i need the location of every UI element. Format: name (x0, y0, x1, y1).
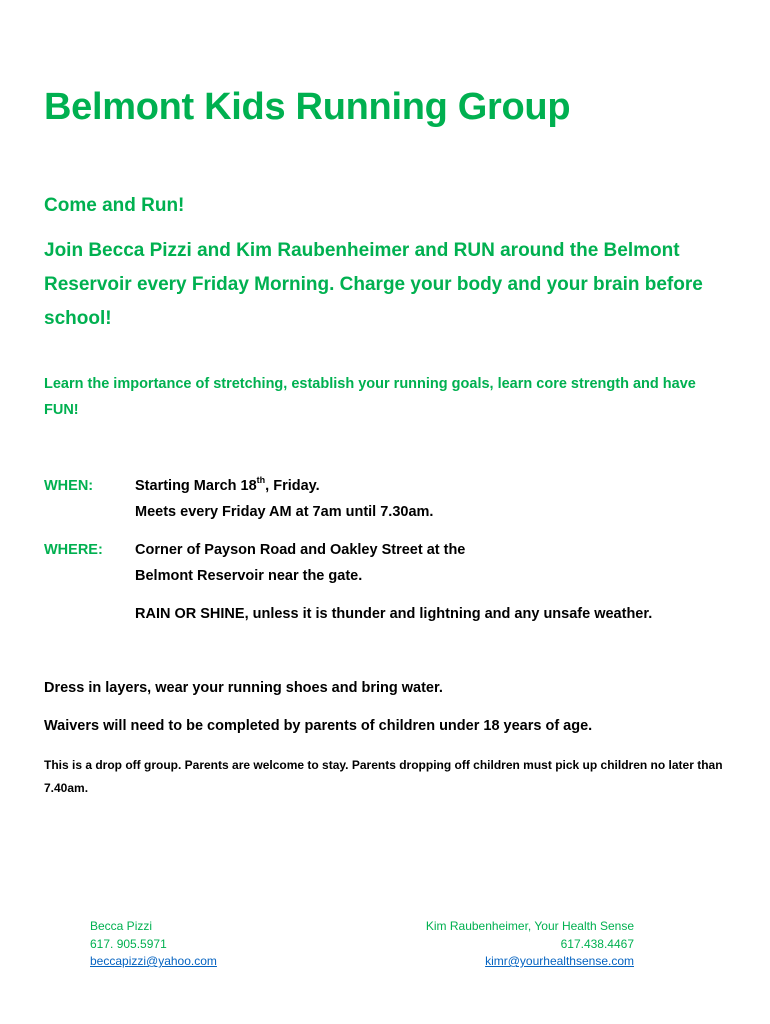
learn-paragraph: Learn the importance of stretching, establish your running goals, learn core strength and have FUN! (44, 376, 696, 418)
contact-phone: 617. 905.5971 (90, 936, 167, 951)
where-line-1: Corner of Payson Road and Oakley Street at the (135, 542, 466, 558)
dropoff-note: This is a drop off group. Parents are welcome to stay. Parents dropping off children must pick up children no later than 7.40am. (44, 758, 723, 795)
where-details (135, 537, 735, 627)
contact-kim (426, 918, 634, 971)
dress-note: Dress in layers, wear your running shoes and bring water. (44, 680, 443, 696)
contact-email-link[interactable]: kimr@yourhealthsense.com (485, 954, 634, 968)
contact-phone: 617.438.4467 (560, 936, 634, 951)
weather-note: RAIN OR SHINE, unless it is thunder and lightning and any unsafe weather. (135, 606, 653, 622)
contact-becca (90, 918, 217, 971)
ordinal-suffix: th (256, 475, 266, 486)
when-line-1: Starting March 18th, Friday. (135, 475, 320, 494)
intro-heading: Come and Run! (44, 195, 185, 216)
when-label: WHEN: (44, 478, 94, 494)
when-line-2: Meets every Friday AM at 7am until 7.30am. (135, 504, 434, 520)
contact-name: Becca Pizzi (90, 919, 153, 933)
page-title: Belmont Kids Running Group (44, 86, 571, 128)
waiver-note: Waivers will need to be completed by parents of children under 18 years of age. (44, 718, 593, 734)
contact-name: Kim Raubenheimer, Your Health Sense (425, 919, 634, 933)
where-label: WHERE: (44, 542, 103, 558)
when-details (135, 473, 735, 525)
contact-email-link[interactable]: beccapizzi@yahoo.com (90, 954, 217, 968)
where-line-2: Belmont Reservoir near the gate. (135, 568, 363, 584)
intro-paragraph: Join Becca Pizzi and Kim Raubenheimer and RUN around the Belmont Reservoir every Friday Morning. Charge your body and your brain before school! (44, 240, 703, 329)
